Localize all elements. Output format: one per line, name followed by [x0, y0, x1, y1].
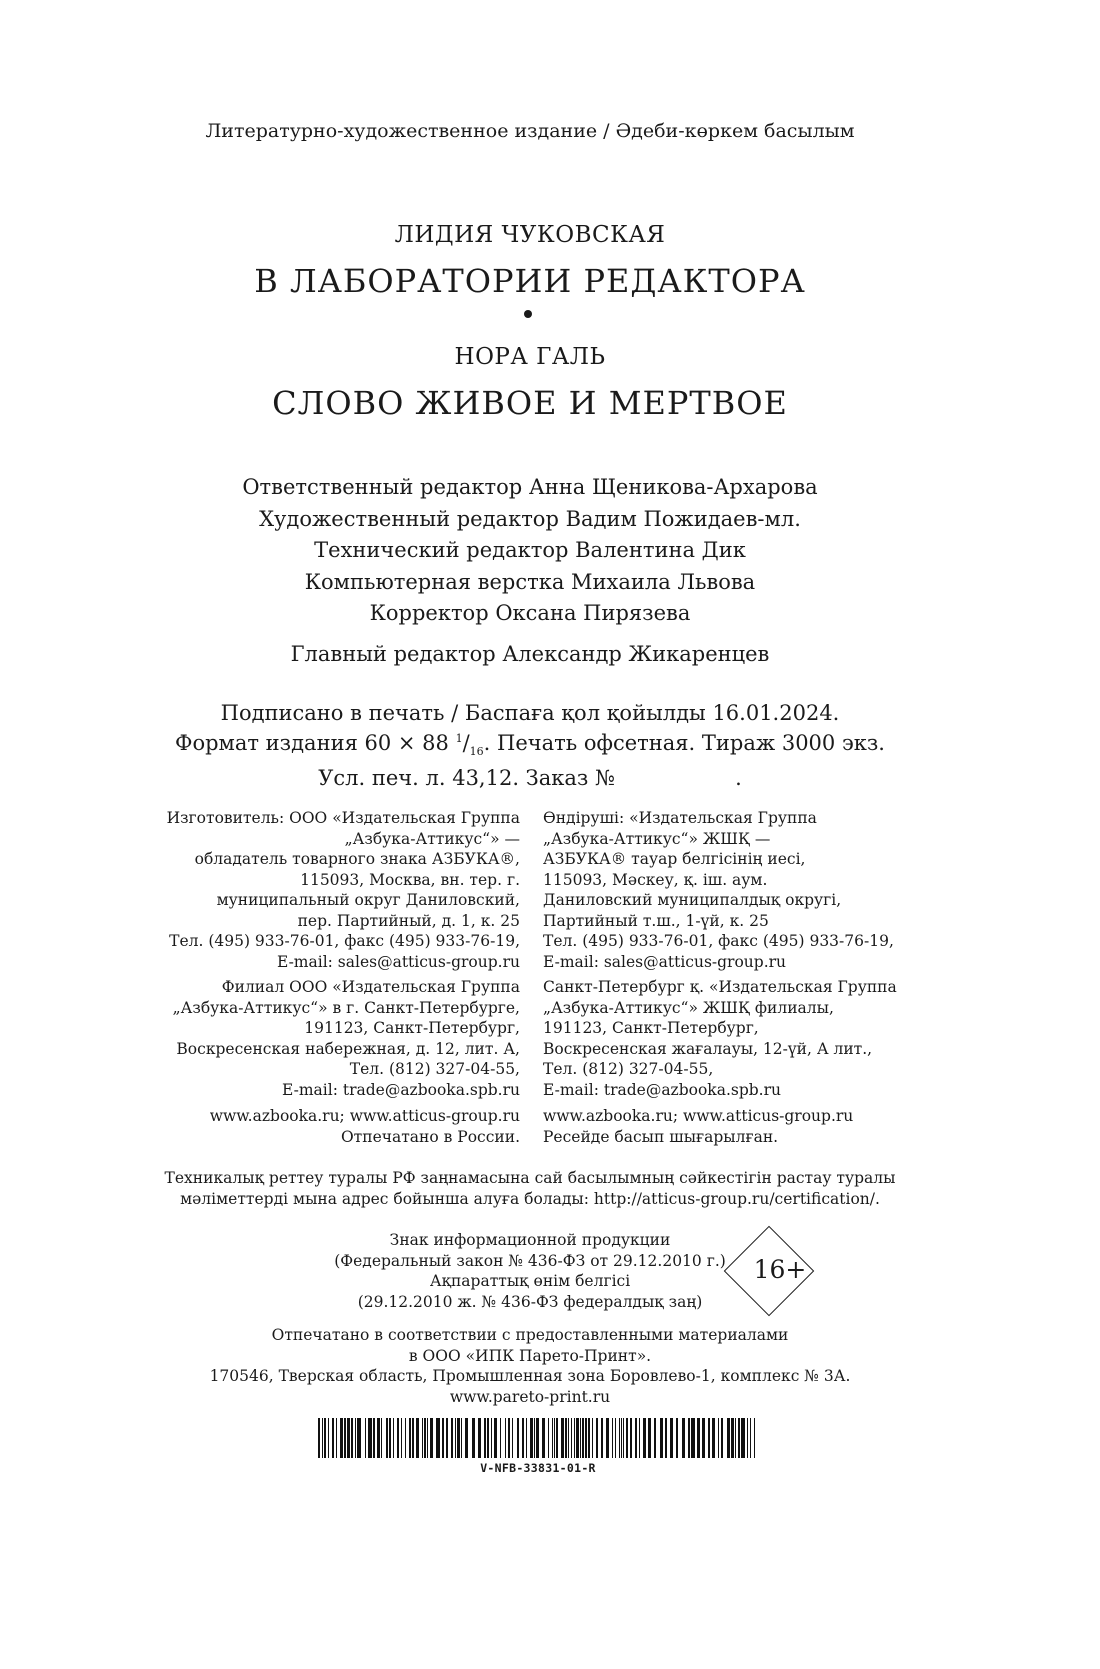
barcode-bar — [721, 1418, 723, 1458]
barcode-bar — [508, 1418, 510, 1458]
manufacturer-ru-line: муниципальный округ Даниловский, — [216, 891, 520, 909]
barcode-bar — [660, 1418, 663, 1458]
barcode-bar — [615, 1418, 616, 1458]
branch-kz-line: Тел. (812) 327-04-55, — [543, 1060, 714, 1078]
barcode-bar — [612, 1418, 613, 1458]
separator-bullet — [524, 310, 532, 318]
author-2: НОРА ГАЛЬ — [454, 344, 606, 370]
staff-line: Ответственный редактор Анна Щеникова-Архарова — [242, 475, 818, 499]
staff-line: Компьютерная верстка Михаила Львова — [304, 569, 756, 594]
barcode-bar — [494, 1418, 497, 1458]
barcode-bar — [451, 1418, 453, 1458]
barcode-bar — [351, 1418, 353, 1458]
branch-kz-line: „Азбука-Аттикус“» ЖШҚ филиалы, — [543, 998, 834, 1017]
barcode-bar — [393, 1418, 394, 1458]
branch-ru-line: E-mail: trade@azbooka.spb.ru — [282, 1080, 520, 1099]
barcode-bar — [457, 1418, 460, 1458]
barcode-bar — [582, 1418, 584, 1458]
printer-line: www.pareto-print.ru — [449, 1387, 611, 1406]
barcode-bar — [601, 1418, 603, 1458]
barcode-bar — [409, 1418, 411, 1458]
manufacturer-kz-line: 115093, Мәскеу, қ. іш. аум. — [543, 870, 768, 889]
printer-info — [0, 1325, 1060, 1407]
barcode-bar — [747, 1418, 748, 1458]
format-slash: / — [462, 731, 470, 755]
barcode-bar — [530, 1418, 533, 1458]
barcode-bar — [373, 1418, 375, 1458]
web-ru — [150, 1106, 520, 1147]
printer-line: Отпечатано в соответствии с предоставленными материалами — [271, 1326, 789, 1344]
barcode-bar — [534, 1418, 535, 1458]
web-ru-line: Отпечатано в России. — [340, 1127, 520, 1146]
barcode-bar — [754, 1418, 755, 1458]
barcode-bar — [639, 1418, 640, 1458]
info-sign-line: (29.12.2010 ж. № 436-ФЗ федералдық заң) — [357, 1292, 703, 1311]
branch-kz-line: Воскресенская жағалауы, 12-үй, А лит., — [543, 1039, 873, 1058]
barcode-bar — [401, 1418, 402, 1458]
barcode-bar — [750, 1418, 751, 1458]
barcode-bar — [505, 1418, 506, 1458]
title-2: СЛОВО ЖИВОЕ И МЕРТВОЕ — [272, 384, 788, 422]
manufacturer-ru-line: обладатель товарного знака АЗБУКА®, — [194, 850, 520, 868]
manufacturer-kz-line: Тел. (495) 933-76-01, факс (495) 933-76-19, — [543, 932, 894, 950]
barcode-bar — [731, 1418, 734, 1458]
barcode-icon — [318, 1418, 758, 1458]
barcode-bar — [328, 1418, 329, 1458]
barcode-bar — [478, 1418, 481, 1458]
barcode-bar — [347, 1418, 350, 1458]
barcode-bar — [580, 1418, 581, 1458]
age-rating: 16+ — [753, 1255, 807, 1284]
barcode-bar — [718, 1418, 719, 1458]
format-numerator: 1 — [455, 732, 463, 745]
tech-regulation — [0, 1168, 1060, 1209]
barcode-bar — [424, 1418, 426, 1458]
barcode-bar — [623, 1418, 624, 1458]
barcode-bar — [576, 1418, 579, 1458]
print-info — [0, 700, 1060, 791]
barcode-bar — [654, 1418, 656, 1458]
barcode-bar — [596, 1418, 598, 1458]
barcode-bar — [430, 1418, 433, 1458]
barcode-bar — [340, 1418, 343, 1458]
barcode-bar — [484, 1418, 486, 1458]
printer-line: 170546, Тверская область, Промышленная зона Боровлево-1, комплекс № 3А. — [209, 1367, 851, 1385]
barcode-bar — [368, 1418, 372, 1458]
manufacturer-kz-line: Өндіруші: «Издательская Группа — [543, 809, 817, 827]
barcode-bar — [691, 1418, 695, 1458]
barcode-bar — [397, 1418, 399, 1458]
barcode-bar — [552, 1418, 553, 1458]
barcode-bar — [630, 1418, 632, 1458]
barcode-bar — [665, 1418, 667, 1458]
barcode-bar — [461, 1418, 462, 1458]
web-kz-line: www.azbooka.ru; www.atticus-group.ru — [543, 1107, 854, 1125]
format-suffix: . Печать офсетная. Тираж 3000 экз. — [483, 731, 885, 755]
barcode-bar — [512, 1418, 513, 1458]
barcode-bar — [422, 1418, 423, 1458]
tech-regulation-line: мәліметтерді мына адрес бойынша алуға болады: http://atticus-group.ru/certification/. — [180, 1189, 880, 1208]
barcode-bar — [491, 1418, 492, 1458]
barcode-bar — [446, 1418, 448, 1458]
barcode-bar — [416, 1418, 419, 1458]
barcode-bar — [741, 1418, 745, 1458]
barcode-bar — [727, 1418, 730, 1458]
barcode-bar — [702, 1418, 705, 1458]
barcode-bar — [565, 1418, 567, 1458]
staff-credits — [0, 472, 1060, 630]
barcode-bar — [571, 1418, 572, 1458]
chief-editor: Главный редактор Александр Жикаренцев — [290, 642, 770, 666]
tech-regulation-line: Техникалық реттеу туралы РФ заңнамасына сай басылымның сәйкестігін растау туралы — [164, 1169, 896, 1187]
barcode-bar — [574, 1418, 575, 1458]
barcode-bar — [648, 1418, 651, 1458]
barcode-bar — [365, 1418, 366, 1458]
branch-ru-line: Тел. (812) 327-04-55, — [349, 1060, 520, 1078]
branch-ru-line: Филиал ООО «Издательская Группа — [221, 978, 520, 996]
title-1: В ЛАБОРАТОРИИ РЕДАКТОРА — [254, 262, 806, 300]
barcode-bar — [697, 1418, 700, 1458]
barcode-bar — [322, 1418, 323, 1458]
barcode-bar — [381, 1418, 382, 1458]
barcode-bar — [548, 1418, 549, 1458]
web-kz-line: Ресейде басып шығарылған. — [543, 1127, 779, 1146]
barcode-bar — [442, 1418, 444, 1458]
signed-line: Подписано в печать / Баспаға қол қойылды 16.01.2024. — [220, 701, 840, 725]
barcode-bar — [735, 1418, 736, 1458]
barcode-bar — [561, 1418, 564, 1458]
barcode-bar — [344, 1418, 346, 1458]
barcode-bar — [517, 1418, 519, 1458]
barcode-bar — [712, 1418, 715, 1458]
manufacturer-kz-line: АЗБУКА® тауар белгісінің иесі, — [543, 850, 806, 868]
barcode-bar — [708, 1418, 710, 1458]
barcode-bar — [621, 1418, 622, 1458]
barcode-bar — [522, 1418, 524, 1458]
author-1: ЛИДИЯ ЧУКОВСКАЯ — [394, 222, 666, 248]
barcode-bar — [606, 1418, 609, 1458]
barcode-bar — [500, 1418, 501, 1458]
barcode-bar — [643, 1418, 646, 1458]
format-denominator: 16 — [469, 745, 484, 759]
barcode-bar — [592, 1418, 593, 1458]
branch-kz-line: 191123, Санкт-Петербург, — [543, 1019, 759, 1037]
barcode-bar — [389, 1418, 391, 1458]
manufacturer-kz-line: E-mail: sales@atticus-group.ru — [543, 952, 787, 971]
manufacturer-ru-line: „Азбука-Аттикус“» — — [344, 829, 520, 848]
barcode-bar — [526, 1418, 527, 1458]
barcode-bar — [436, 1418, 440, 1458]
staff-line: Технический редактор Валентина Дик — [314, 538, 746, 562]
manufacturer-ru-line: E-mail: sales@atticus-group.ru — [276, 952, 520, 971]
format-prefix: Формат издания 60 × 88 — [175, 731, 449, 755]
barcode-bar — [670, 1418, 673, 1458]
branch-kz-line: E-mail: trade@azbooka.spb.ru — [543, 1080, 781, 1099]
barcode-bar — [357, 1418, 361, 1458]
manufacturer-ru-line: Тел. (495) 933-76-01, факс (495) 933-76-19, — [169, 932, 520, 950]
barcode-bar — [542, 1418, 545, 1458]
barcode-bar — [738, 1418, 740, 1458]
manufacturer-kz-line: Даниловский муниципалдық округі, — [543, 891, 842, 909]
barcode-bar — [676, 1418, 678, 1458]
barcode-bar — [472, 1418, 475, 1458]
barcode-bar — [386, 1418, 388, 1458]
barcode-bar — [554, 1418, 555, 1458]
manufacturer-ru-line: Изготовитель: ООО «Издательская Группа — [166, 809, 520, 827]
barcode-bar — [427, 1418, 428, 1458]
format-line — [0, 726, 1060, 765]
barcode-bar — [682, 1418, 685, 1458]
barcode-bar — [318, 1418, 320, 1458]
printer-line: в ООО «ИПК Парето-Принт». — [408, 1346, 652, 1365]
barcode-bar — [412, 1418, 414, 1458]
manufacturer-ru — [150, 808, 520, 972]
barcode-bar — [585, 1418, 587, 1458]
web-kz — [543, 1106, 933, 1147]
barcode-label: V-NFB-33831-01-R — [480, 1461, 596, 1475]
barcode-bar — [588, 1418, 590, 1458]
info-sign-line: Ақпараттық өнім белгісі — [429, 1272, 631, 1290]
barcode-bar — [332, 1418, 334, 1458]
barcode-bar — [465, 1418, 468, 1458]
staff-line: Корректор Оксана Пирязева — [369, 601, 691, 625]
manufacturer-ru-line: 115093, Москва, вн. тер. г. — [300, 870, 520, 889]
info-product-sign — [300, 1230, 760, 1312]
barcode-bar — [324, 1418, 326, 1458]
barcode-bar — [635, 1418, 637, 1458]
manufacturer-ru-line: пер. Партийный, д. 1, к. 25 — [297, 911, 520, 930]
barcode-bar — [336, 1418, 337, 1458]
barcode-bar — [619, 1418, 620, 1458]
barcode-bar — [556, 1418, 558, 1458]
barcode-bar — [688, 1418, 690, 1458]
barcode-bar — [487, 1418, 489, 1458]
branch-kz — [543, 977, 933, 1100]
manufacturer-kz-line: Партийный т.ш., 1-үй, к. 25 — [543, 911, 769, 930]
web-ru-line: www.azbooka.ru; www.atticus-group.ru — [209, 1107, 520, 1125]
branch-kz-line: Санкт-Петербург қ. «Издательская Группа — [543, 978, 897, 996]
barcode-bar — [568, 1418, 569, 1458]
branch-ru-line: 191123, Санкт-Петербург, — [304, 1019, 520, 1037]
info-sign-line: (Федеральный закон № 436-ФЗ от 29.12.2010 г.) — [334, 1251, 726, 1270]
order-line: Усл. печ. л. 43,12. Заказ № . — [318, 766, 742, 791]
branch-ru — [150, 977, 520, 1100]
barcode-bar — [355, 1418, 356, 1458]
manufacturer-kz — [543, 808, 933, 972]
barcode-bar — [626, 1418, 628, 1458]
branch-ru-line: Воскресенская набережная, д. 12, лит. А, — [176, 1039, 520, 1058]
manufacturer-kz-line: „Азбука-Аттикус“» ЖШҚ — — [543, 829, 771, 848]
staff-line: Художественный редактор Вадим Пожидаев-мл. — [259, 506, 801, 531]
genre-line: Литературно-художественное издание / Әдеби-көркем басылым — [205, 120, 855, 142]
barcode-bar — [377, 1418, 380, 1458]
branch-ru-line: „Азбука-Аттикус“» в г. Санкт-Петербурге, — [172, 998, 520, 1017]
barcode-bar — [536, 1418, 539, 1458]
barcode-bar — [455, 1418, 456, 1458]
barcode-bar — [405, 1418, 406, 1458]
info-sign-line: Знак информационной продукции — [389, 1231, 671, 1249]
